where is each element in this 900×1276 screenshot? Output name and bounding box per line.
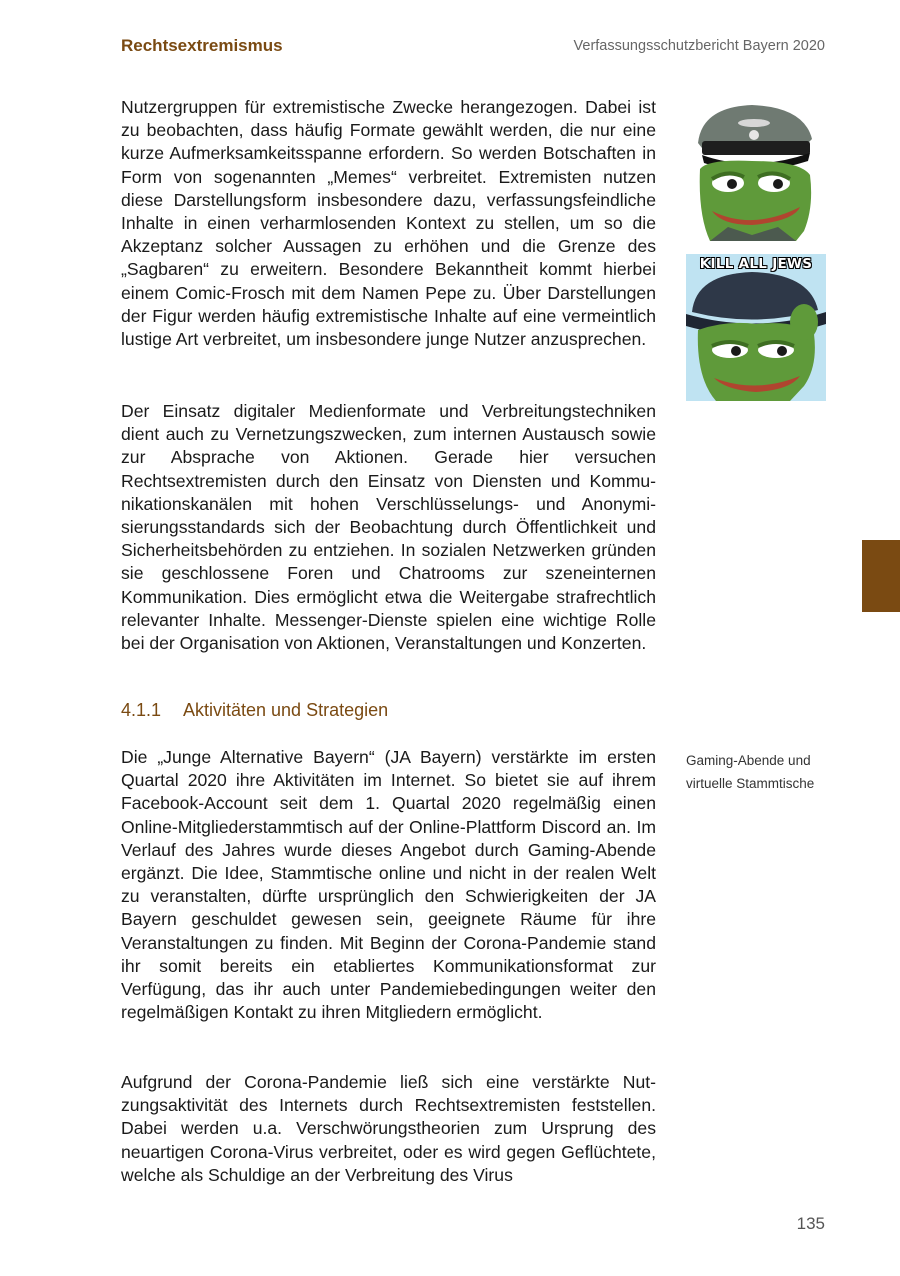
margin-note: Gaming-Abende und virtuelle Stammtische <box>686 753 815 791</box>
body-paragraph-4: Aufgrund der Corona-Pandemie ließ sich eine verstärkte Nutzungsaktivität des Internets durch Rechtsextremisten feststellen. Dabei werden u.a. Verschwörungstheorien zum Ursprung des neuartigen Corona-Virus verbreitet, oder es wird gegen Geflüchtete, welche als Schuldige an der Verbreitung des Virus <box>121 1072 656 1185</box>
body-paragraph-1: Nutzergruppen für extremistische Zwecke herangezogen. Dabei ist zu beobachten, dass häufig Formate gewählt werden, die nur eine kurze Aufmerksamkeitsspanne erfordern. So werden Botschaften in Form von sogenannten „Memes“ verbreitet. Extremisten nutzen diese Darstellungsform insbesondere dazu, verfassungsfeindliche Inhalte in einen verharmlosenden Kontext zu stellen, um so die Akzeptanz solcher Aussagen zu erhöhen und die Grenze des „Sagbaren“ zu erweitern. Besondere Bekanntheit kommt hierbei einem Comic-Frosch mit dem Namen Pepe zu. Über Darstellungen der Figur werden häufig extremistische Inhalte auf eine vermeintlich lustige Art verbreitet, um insbesondere junge Nutzer anzusprechen. <box>121 97 656 350</box>
pepe-frog-officer-cap-icon <box>688 103 816 241</box>
pepe-frog-hat-icon <box>686 254 826 401</box>
page-number: 135 <box>796 1214 825 1233</box>
meme-caption: KILL ALL JEWS <box>699 256 813 272</box>
running-header-section: Rechtsextremismus <box>121 36 283 55</box>
body-paragraph-3: Die „Junge Alternative Bayern“ (JA Bayern) verstärkte im ersten Quartal 2020 ihre Aktivitäten im Internet. So bietet sie auf ihrem Facebook-Account seit dem 1. Quartal 2020 regelmäßig einen Online-Mitgliederstammtisch auf der Online-Plattform Discord an. Im Verlauf des Jahres wurde dieses Angebot durch Gaming-Abende ergänzt. Die Idee, Stammtische online und nicht in der realen Welt zu veranstalten, dürfte ursprünglich den Schwierigkeiten der JA Bayern geschuldet gewesen sein, geeignete Räume für ihre Veranstaltungen zu finden. Mit Beginn der Corona-Pandemie stand ihr somit bereits ein etabliertes Kommunikationsformat zur Verfügung, das ihr auch unter Pandemiebedingungen weiter den regelmäßigen Kontakt zu ihren Mitgliedern ermöglicht. <box>121 747 656 1023</box>
chapter-tab-marker <box>862 540 900 612</box>
section-number: 4.1.1 <box>121 700 162 720</box>
meme-image-1 <box>688 103 816 241</box>
section-heading <box>121 700 388 721</box>
running-header-report: Verfassungsschutzbericht Bayern 2020 <box>573 38 825 54</box>
meme-image-2 <box>686 254 826 401</box>
section-title: Aktivitäten und Strategien <box>183 700 389 720</box>
body-paragraph-2: Der Einsatz digitaler Medienformate und Verbreitungstechniken dient auch zu Vernetzungszwecken, zum internen Austausch sowie zur Absprache von Aktionen. Gerade hier versuchen Rechtsextremisten durch den Einsatz von Diensten und Kommunikationskanälen mit hohen Verschlüsselungs- und Anonymisierungsstandards sich der Beobachtung durch Öffentlichkeit und Sicherheitsbehörden zu entziehen. In sozialen Netzwerken gründen sie geschlossene Foren und Chatrooms zur szeneinternen Kommunikation. Dies ermöglicht etwa die Weitergabe strafrechtlich relevanter Inhalte. Messenger-Dienste spielen eine wichtige Rolle bei der Organisation von Aktionen, Veranstaltungen und Konzerten. <box>121 401 656 654</box>
